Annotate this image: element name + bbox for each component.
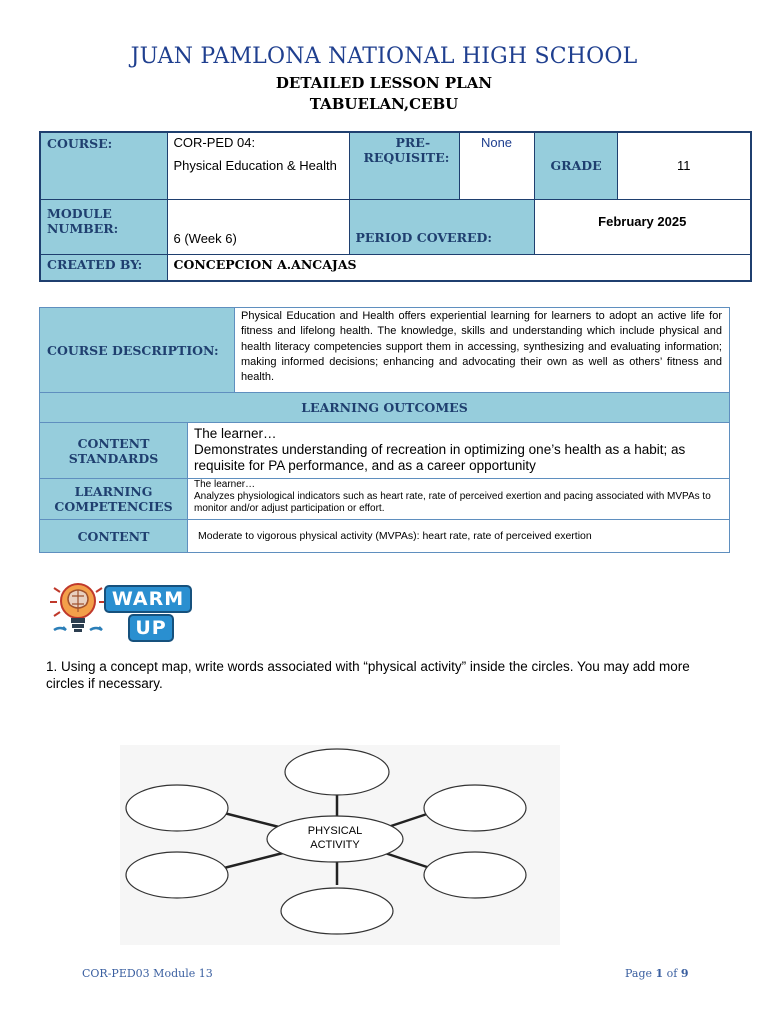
content-standards-label xyxy=(40,423,188,479)
learning-competencies-label-line1: LEARNING xyxy=(74,484,153,499)
footer-page xyxy=(625,967,689,980)
prereq-label-line2: REQUISITE: xyxy=(363,150,450,165)
content-standards-intro: The learner… xyxy=(194,426,277,441)
concept-bubble[interactable] xyxy=(281,888,393,934)
module-label-line2: NUMBER: xyxy=(47,220,119,236)
learning-competencies-intro: The learner… xyxy=(194,479,256,490)
school-name: JUAN PAMLONA NATIONAL HIGH SCHOOL xyxy=(130,44,638,69)
concept-bubble[interactable] xyxy=(424,785,526,831)
warm-up-graphic xyxy=(46,578,194,642)
course-code: COR-PED 04: xyxy=(173,135,256,150)
course-label: COURSE: xyxy=(40,132,167,199)
content-text: Moderate to vigorous physical activity (MVPAs): heart rate, rate of perceived exertion xyxy=(188,520,730,553)
activity-instruction: 1. Using a concept map, write words associated with “physical activity” inside the circles. You may add more circles if necessary. xyxy=(46,659,690,691)
concept-map xyxy=(120,745,560,945)
footer-module: COR-PED03 Module 13 xyxy=(82,967,213,980)
learning-competencies-text: Analyzes physiological indicators such as heart rate, rate of perceived exertion and pacing associated with MVPAs to monitor and/or adjust participation or effort. xyxy=(194,491,711,514)
prereq-value: None xyxy=(459,132,534,199)
module-value: 6 (Week 6) xyxy=(167,199,349,254)
up-label: UP xyxy=(128,614,174,642)
concept-center-label-line1: PHYSICAL xyxy=(307,825,363,837)
course-description-label: COURSE DESCRIPTION: xyxy=(40,308,235,393)
course-info-table xyxy=(39,131,752,282)
prereq-label-cell xyxy=(349,132,459,199)
concept-bubble[interactable] xyxy=(285,749,389,795)
module-label-cell xyxy=(40,199,167,254)
grade-label: GRADE xyxy=(534,132,617,199)
period-value: February 2025 xyxy=(534,199,751,254)
course-name: Physical Education & Health xyxy=(173,158,337,173)
course-description-table xyxy=(39,307,730,553)
period-label: PERIOD COVERED: xyxy=(349,199,534,254)
concept-bubble[interactable] xyxy=(126,852,228,898)
created-label: CREATED BY: xyxy=(40,254,167,281)
learning-competencies-cell xyxy=(188,479,730,520)
concept-bubble[interactable] xyxy=(126,785,228,831)
learning-competencies-label-line2: COMPETENCIES xyxy=(54,499,173,514)
content-standards-text: Demonstrates understanding of recreation in optimizing one’s health as a habit; as requisite for PA performance, and as a career opportunity xyxy=(194,442,686,473)
created-value: CONCEPCION A.ANCAJAS xyxy=(167,254,751,281)
grade-value: 11 xyxy=(617,132,751,199)
warm-label: WARM xyxy=(104,585,192,613)
module-label-line1: MODULE xyxy=(47,205,112,221)
learning-outcomes-header: LEARNING OUTCOMES xyxy=(40,393,730,423)
page-prefix: Page xyxy=(625,967,656,980)
content-label: CONTENT xyxy=(40,520,188,553)
page-total: 9 xyxy=(680,967,689,980)
prereq-label-line1: PRE- xyxy=(395,135,431,150)
lightbulb-brain-icon xyxy=(46,578,106,642)
course-description-text: Physical Education and Health offers experiential learning for learners to adopt an active life for fitness and lifelong health. The knowledge, skills and understanding which include physical and health literacy competencies support them in accessing, synthesizing and evaluating information; making informed decisions; enhancing and advocating their own as well as others’ fitness and health. xyxy=(235,308,730,393)
content-standards-label-line2: STANDARDS xyxy=(68,450,159,466)
page-mid: of xyxy=(663,967,681,980)
learning-competencies-label xyxy=(40,479,188,520)
course-cell xyxy=(167,132,349,199)
document-title: DETAILED LESSON PLAN xyxy=(275,74,493,92)
page-number: 1 xyxy=(655,967,664,980)
concept-center-label-line2: ACTIVITY xyxy=(310,839,360,851)
school-location: TABUELAN,CEBU xyxy=(309,95,459,113)
content-standards-cell xyxy=(188,423,730,479)
content-standards-label-line1: CONTENT xyxy=(77,435,150,451)
concept-bubble[interactable] xyxy=(424,852,526,898)
